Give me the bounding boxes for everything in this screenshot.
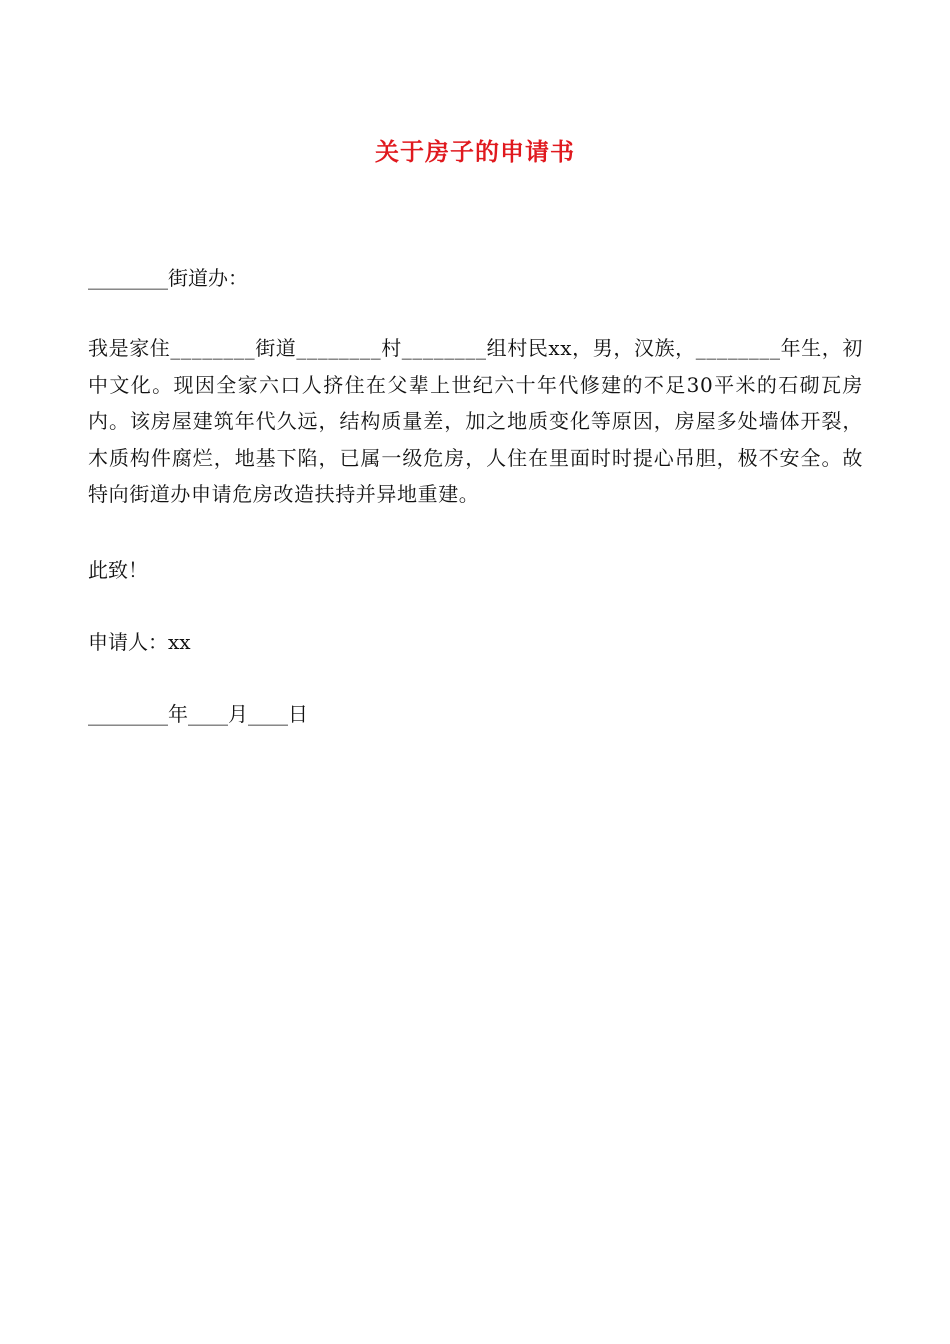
signature-line: 申请人：xx (88, 630, 191, 654)
date-line: ________年____月____日 (88, 702, 308, 726)
closing-line: 此致！ (88, 558, 148, 582)
body-paragraph: 我是家住________街道________村________组村民xx，男，汉族，________年生，初中文化。现因全家六口人挤住在父辈上世纪六十年代修建的不足30平米的石砌瓦房内。该房屋建筑年代久远，结构质量差，加之地质变化等原因，房屋多处墙体开裂，木质构件腐烂，地基下陷，已属一级危房，人住在里面时时提心吊胆，极不安全。故特向街道办申请危房改造扶持并异地重建。 (88, 336, 863, 506)
addressee-line: ________街道办： (88, 266, 248, 290)
document-title: 关于房子的申请书 (375, 138, 575, 166)
